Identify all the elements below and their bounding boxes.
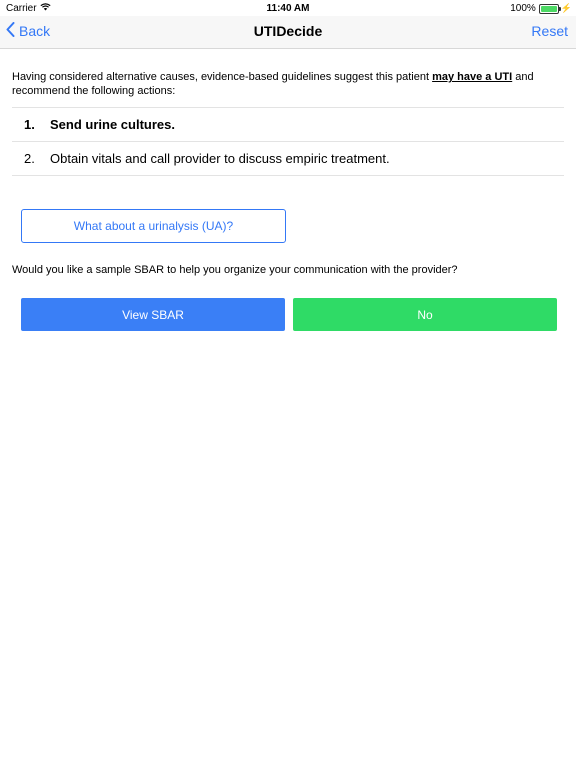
action-text: Obtain vitals and call provider to discuss empiric treatment. (50, 151, 390, 166)
charging-icon: ⚡ (560, 3, 572, 13)
battery-percent: 100% (510, 3, 536, 14)
battery-icon (539, 4, 559, 14)
no-button[interactable]: No (293, 298, 557, 331)
action-list (12, 107, 564, 176)
reset-button[interactable]: Reset (531, 23, 568, 39)
recommendation-intro (12, 70, 552, 98)
status-time: 11:40 AM (266, 3, 310, 14)
action-item-2 (12, 141, 564, 176)
action-item-1 (12, 107, 564, 141)
status-bar (0, 0, 576, 16)
action-text: Send urine cultures. (50, 117, 175, 132)
intro-text-before: Having considered alternative causes, evidence-based guidelines suggest this patient (12, 71, 433, 83)
sbar-question: Would you like a sample SBAR to help you organize your communication with the provider? (12, 264, 458, 276)
intro-text-after: and recommend the following actions: (12, 71, 534, 97)
status-right (510, 3, 572, 14)
carrier-label: Carrier (6, 3, 37, 14)
back-label: Back (19, 23, 51, 39)
action-number: 2. (24, 151, 35, 166)
view-sbar-button[interactable]: View SBAR (21, 298, 285, 331)
page-title: UTIDecide (253, 23, 323, 39)
navigation-bar (0, 16, 576, 49)
intro-emphasis: may have a UTI (432, 71, 513, 83)
action-number: 1. (24, 117, 35, 132)
urinalysis-info-button[interactable]: What about a urinalysis (UA)? (21, 209, 286, 243)
